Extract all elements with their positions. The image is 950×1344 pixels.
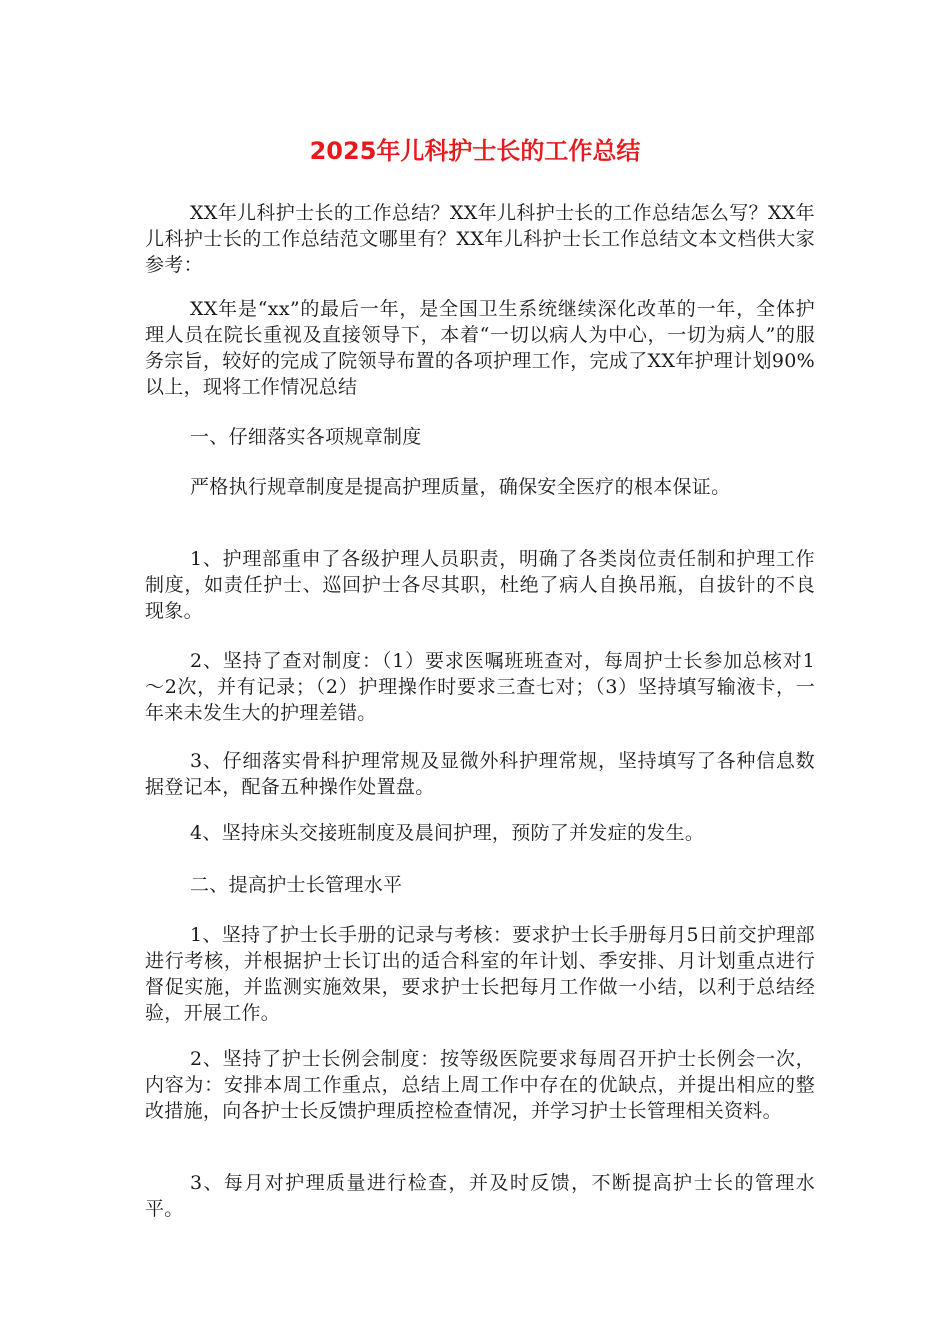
document-title: 2025年儿科护士长的工作总结 (309, 137, 641, 165)
section-heading-1: 一、仔细落实各项规章制度 (190, 426, 422, 448)
overview-paragraph: XX年是“xx”的最后一年，是全国卫生系统继续深化改革的一年，全体护理人员在院长重视及直接领导下，本着“一切以病人为中心，一切为病人”的服务宗旨，较好的完成了院领导布置的各项护理工作，完成了XX年护理计划90%以上，现将工作情况总结 (145, 298, 815, 398)
body-paragraph: 严格执行规章制度是提高护理质量，确保安全医疗的根本保证。 (190, 476, 731, 498)
intro-paragraph: XX年儿科护士长的工作总结？XX年儿科护士长的工作总结怎么写？XX年儿科护士长的工作总结范文哪里有？XX年儿科护士长工作总结文本文档供大家参考： (145, 202, 815, 276)
list-item-1-3: 3、仔细落实骨科护理常规及显微外科护理常规，坚持填写了各种信息数据登记本，配备五种操作处置盘。 (145, 750, 815, 798)
list-item-2-3: 3、每月对护理质量进行检查，并及时反馈，不断提高护士长的管理水平。 (145, 1172, 815, 1220)
section-heading-2: 二、提高护士长管理水平 (190, 874, 403, 896)
list-item-1-2: 2、坚持了查对制度：（1）要求医嘱班班查对，每周护士长参加总核对1～2次，并有记录；（2）护理操作时要求三查七对；（3）坚持填写输液卡，一年来未发生大的护理差错。 (145, 650, 815, 724)
list-item-2-2: 2、坚持了护士长例会制度：按等级医院要求每周召开护士长例会一次，内容为：安排本周工作重点，总结上周工作中存在的优缺点，并提出相应的整改措施，向各护士长反馈护理质控检查情况，并学习护士长管理相关资料。 (145, 1048, 815, 1122)
list-item-1-4: 4、坚持床头交接班制度及晨间护理，预防了并发症的发生。 (190, 822, 705, 844)
list-item-2-1: 1、坚持了护士长手册的记录与考核：要求护士长手册每月5日前交护理部进行考核，并根据护士长订出的适合科室的年计划、季安排、月计划重点进行督促实施，并监测实施效果，要求护士长把每月工作做一小结，以利于总结经验，开展工作。 (145, 924, 815, 1024)
list-item-1-1: 1、护理部重申了各级护理人员职责，明确了各类岗位责任制和护理工作制度，如责任护士、巡回护士各尽其职，杜绝了病人自换吊瓶，自拔针的不良现象。 (145, 548, 815, 622)
